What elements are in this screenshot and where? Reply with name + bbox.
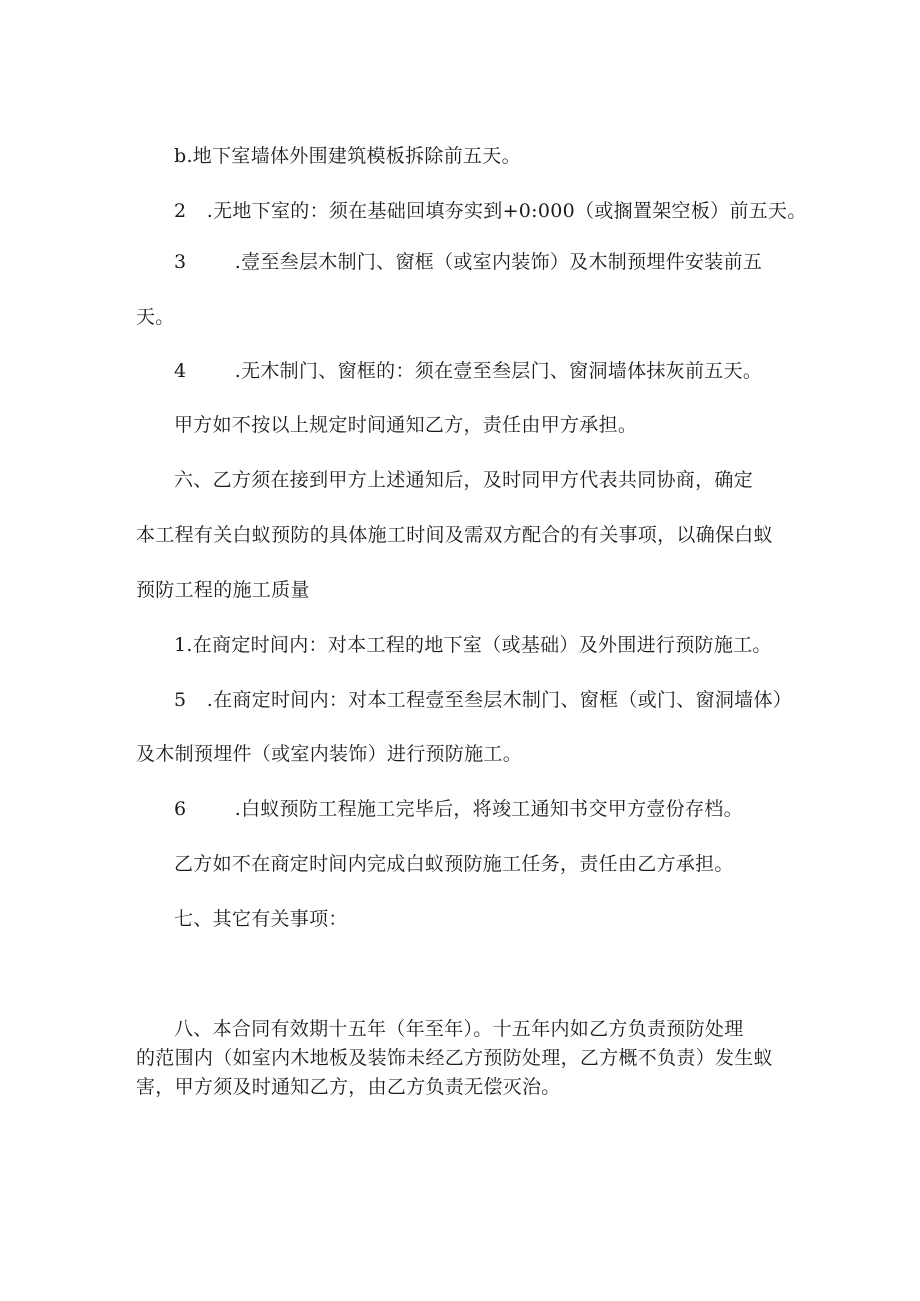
item-number: 5 (174, 689, 187, 711)
paragraph-six-line-2: 本工程有关白蚁预防的具体施工时间及需双方配合的有关事项，以确保白蚁 (136, 524, 773, 546)
paragraph-item-5-continuation: 及木制预埋件（或室内装饰）进行预防施工。 (136, 743, 523, 765)
item-number: 2 (174, 200, 187, 222)
paragraph-six-line-1: 六、乙方须在接到甲方上述通知后，及时同甲方代表共同协商，确定 (174, 469, 754, 491)
paragraph-b: b.地下室墙体外围建筑模板拆除前五天。 (174, 145, 521, 167)
item-text: .壹至叁层木制门、窗框（或室内装饰）及木制预埋件安装前五 (234, 251, 763, 273)
item-number: 4 (174, 360, 187, 382)
paragraph-eight-line-1: 八、本合同有效期十五年（年至年）。十五年内如乙方负责预防处理 (174, 1018, 744, 1040)
paragraph-item-4 (174, 360, 762, 382)
paragraph-eight-line-3: 害，甲方须及时通知乙方，由乙方负责无偿灭治。 (136, 1076, 561, 1098)
paragraph-eight-line-2: 的范围内（如室内木地板及装饰未经乙方预防处理，乙方概不负责）发生蚁 (136, 1047, 773, 1069)
paragraph-item-3 (174, 251, 762, 273)
item-number: 3 (174, 251, 187, 273)
paragraph-item-1: 1.在商定时间内：对本工程的地下室（或基础）及外围进行预防施工。 (174, 634, 772, 656)
paragraph-item-3-continuation: 天。 (136, 306, 175, 328)
item-text: .白蚁预防工程施工完毕后，将竣工通知书交甲方壹份存档。 (234, 798, 743, 820)
item-text: .在商定时间内：对本工程壹至叁层木制门、窗框（或门、窗洞墙体） (206, 689, 793, 711)
paragraph-item-2 (174, 200, 807, 222)
item-number: 6 (174, 798, 187, 820)
paragraph-party-a-note: 甲方如不按以上规定时间通知乙方，责任由甲方承担。 (174, 414, 638, 436)
paragraph-six-line-3: 预防工程的施工质量 (136, 579, 310, 601)
paragraph-item-5 (174, 689, 792, 711)
item-text: .无木制门、窗框的：须在壹至叁层门、窗洞墙体抹灰前五天。 (234, 360, 763, 382)
paragraph-party-b-note: 乙方如不在商定时间内完成白蚁预防施工任务，责任由乙方承担。 (174, 853, 734, 875)
item-text: .无地下室的：须在基础回填夯实到+0:000（或搁置架空板）前五天。 (206, 200, 807, 222)
paragraph-item-6 (174, 798, 743, 820)
paragraph-seven: 七、其它有关事项： (174, 908, 348, 930)
